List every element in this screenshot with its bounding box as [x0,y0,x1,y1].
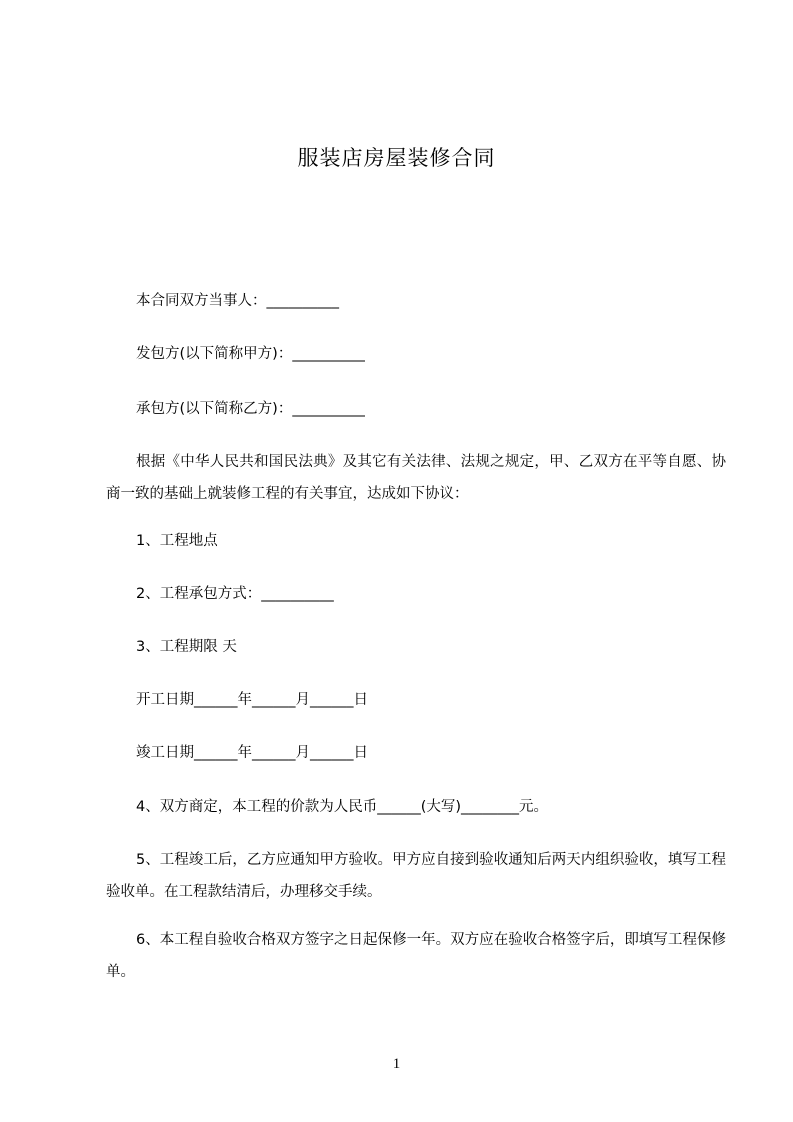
contract-parties-line: 本合同双方当事人：__________ [136,293,339,309]
clause-5-acceptance: 5、工程竣工后，乙方应通知甲方验收。甲方应自接到验收通知后两天内组织验收，填写工程验收单。在工程款结清后，办理移交手续。 [106,852,726,900]
clause-2-contract-mode: 2、工程承包方式：__________ [136,586,334,602]
party-b-line: 承包方(以下简称乙方)：__________ [136,401,365,417]
clause-1-location: 1、工程地点 [136,533,218,549]
page-number: 1 [392,1056,401,1072]
party-a-line: 发包方(以下简称甲方)：__________ [136,346,365,362]
clause-6-warranty: 6、本工程自验收合格双方签字之日起保修一年。双方应在验收合格签字后，即填写工程保修单。 [106,932,726,980]
start-date-line: 开工日期______年______月______日 [136,692,368,708]
preamble-paragraph: 根据《中华人民共和国民法典》及其它有关法律、法规之规定，甲、乙双方在平等自愿、协商一致的基础上就装修工程的有关事宜，达成如下协议： [106,454,726,502]
completion-date-line: 竣工日期______年______月______日 [136,745,368,761]
clause-3-duration: 3、工程期限 天 [136,639,237,655]
document-title: 服装店房屋装修合同 [297,146,496,170]
clause-4-price: 4、双方商定，本工程的价款为人民币______(大写)________元。 [136,799,549,815]
